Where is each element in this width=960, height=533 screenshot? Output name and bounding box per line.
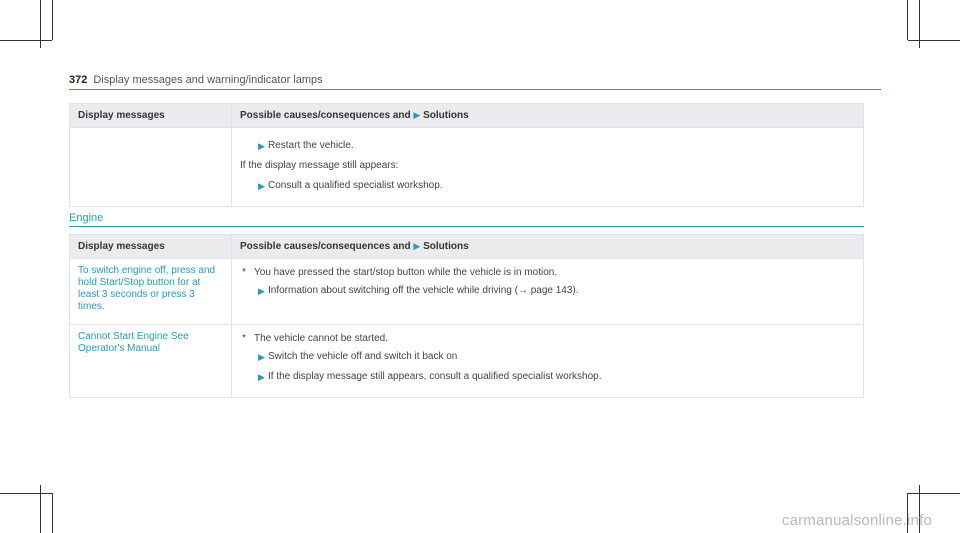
play-arrow-icon: ▶ xyxy=(413,110,421,120)
watermark: carmanualsonline.info xyxy=(781,512,932,529)
cause-item xyxy=(240,333,855,345)
solution-step xyxy=(240,140,855,152)
cause-text: You have pressed the start/stop button while the vehicle is in motion. xyxy=(254,267,558,278)
table-header-row xyxy=(70,104,864,128)
play-arrow-icon: ▶ xyxy=(258,372,265,382)
column-header-solutions: Solutions xyxy=(423,110,469,121)
cause-asterisk: * xyxy=(242,333,246,344)
header-rule xyxy=(69,89,881,90)
play-arrow-icon: ▶ xyxy=(258,181,265,191)
section-rule xyxy=(69,226,864,227)
column-header-display-messages: Display messages xyxy=(70,104,232,128)
message-cell xyxy=(70,259,232,325)
solution-step xyxy=(240,351,855,363)
solution-step xyxy=(240,371,855,383)
crop-mark xyxy=(0,40,52,41)
display-message-text: To switch engine off, press and hold Start/Stop button for at least 3 seconds or press 3 times. xyxy=(78,265,216,312)
table-row xyxy=(70,128,864,207)
solution-step xyxy=(240,180,855,192)
solution-step-text: Restart the vehicle. xyxy=(268,140,354,151)
column-header-causes-solutions xyxy=(232,104,864,128)
solution-cell xyxy=(232,259,864,325)
cause-text: The vehicle cannot be started. xyxy=(254,333,388,344)
solution-step-text: Consult a qualified specialist workshop. xyxy=(268,180,443,191)
play-arrow-icon: ▶ xyxy=(258,141,265,151)
crop-mark xyxy=(908,40,960,41)
crop-mark xyxy=(0,493,52,494)
crop-mark xyxy=(52,0,53,40)
crop-mark xyxy=(907,0,908,40)
table-row xyxy=(70,259,864,325)
solution-step xyxy=(240,285,855,297)
play-arrow-icon: ▶ xyxy=(258,286,265,296)
solution-cell xyxy=(232,325,864,398)
solution-step-text: Information about switching off the vehicle while driving (→ page 143). xyxy=(268,285,579,296)
column-header-causes: Possible causes/consequences and xyxy=(240,110,411,121)
solution-note: If the display message still appears: xyxy=(240,160,399,171)
message-cell xyxy=(70,325,232,398)
crop-mark xyxy=(908,493,960,494)
table-row xyxy=(70,325,864,398)
table-header-row xyxy=(70,235,864,259)
solution-step-text: If the display message still appears, consult a qualified specialist workshop. xyxy=(268,371,602,382)
column-header-causes-solutions xyxy=(232,235,864,259)
display-message-text: Cannot Start Engine See Operator's Manual xyxy=(78,331,189,354)
messages-table-general xyxy=(69,103,864,207)
page-number: 372 xyxy=(69,74,88,86)
page-header xyxy=(69,74,323,86)
play-arrow-icon: ▶ xyxy=(413,241,421,251)
section-title: Engine xyxy=(69,212,104,224)
column-header-solutions: Solutions xyxy=(423,241,469,252)
play-arrow-icon: ▶ xyxy=(258,352,265,362)
page-header-title: Display messages and warning/indicator lamps xyxy=(93,74,323,86)
cause-asterisk: * xyxy=(242,267,246,278)
crop-mark xyxy=(52,493,53,533)
messages-table-engine xyxy=(69,234,864,398)
solution-step-text: Switch the vehicle off and switch it back on xyxy=(268,351,458,362)
cause-item xyxy=(240,267,855,279)
column-header-display-messages: Display messages xyxy=(70,235,232,259)
column-header-causes: Possible causes/consequences and xyxy=(240,241,411,252)
message-cell xyxy=(70,128,232,207)
solution-cell xyxy=(232,128,864,207)
